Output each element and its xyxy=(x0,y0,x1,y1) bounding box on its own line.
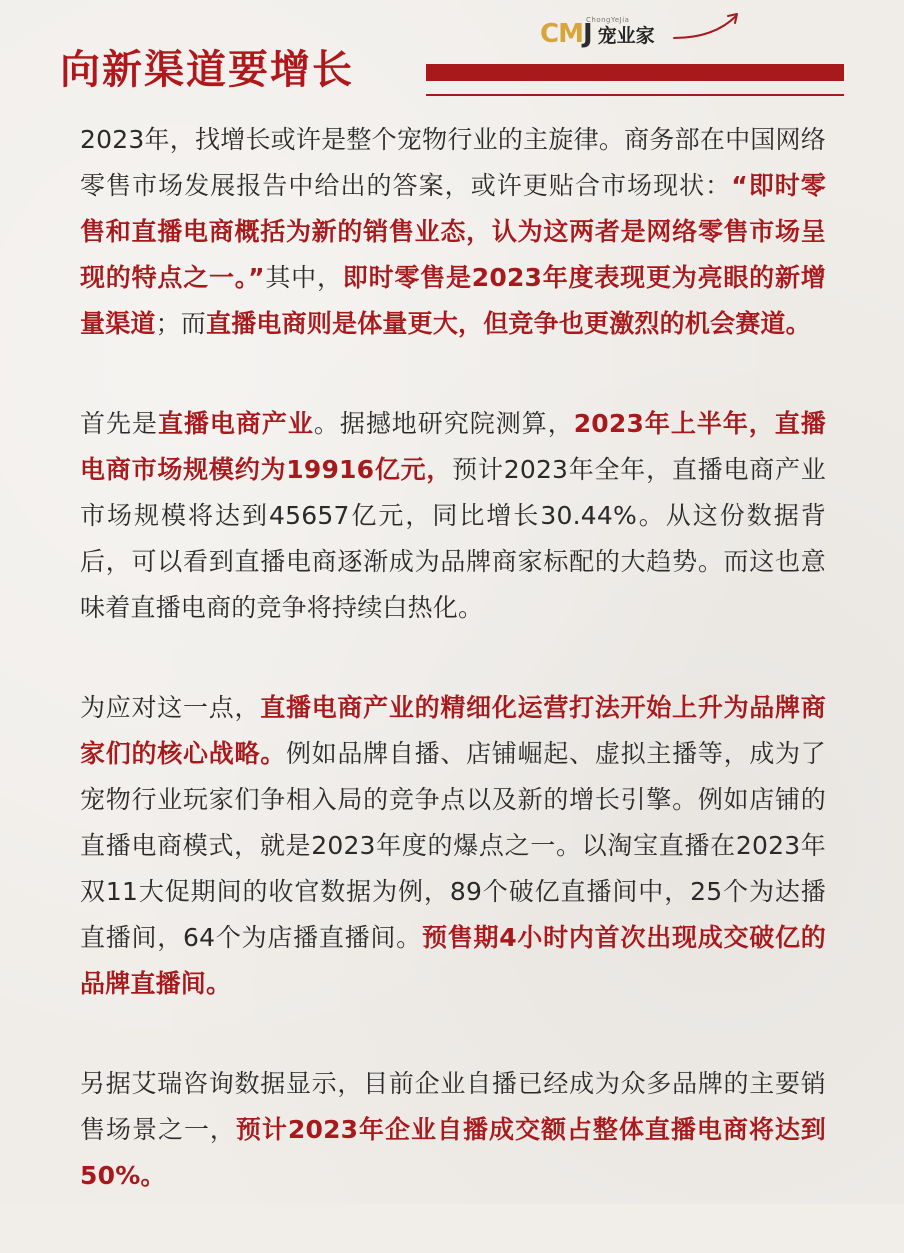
body-text: 预计2023年全年，直播电商产业市场规模将达到45657亿元，同比增长30.44%。从这份数据背后，可以看到直播电商逐渐成为品牌商家标配的大趋势。而这也意味着直播电商的竞争将持续白热化。 xyxy=(80,455,826,622)
highlight-text: 预售期4小时内首次出现成交破亿的品牌直播间。 xyxy=(80,923,826,998)
body-text: ；而 xyxy=(155,309,207,338)
paragraph xyxy=(80,401,826,631)
logo-name: 宠业家 xyxy=(597,24,655,47)
highlight-text: 预计2023年企业自播成交额占整体直播电商将达到50%。 xyxy=(80,1115,827,1190)
highlight-text: 直播电商产业的精细化运营打法开始上升为品牌商家们的核心战略。 xyxy=(80,693,826,768)
paragraph xyxy=(80,117,826,347)
logo-mark: CMJ xyxy=(540,19,592,49)
title-decor-line xyxy=(426,94,844,96)
highlight-text: 2023年上半年，直播电商市场规模约为19916亿元， xyxy=(80,409,826,484)
title-decor-bar xyxy=(426,64,844,81)
body-text: 其中， xyxy=(264,263,343,292)
body-text: 为应对这一点， xyxy=(80,693,261,722)
paragraph xyxy=(80,685,826,1007)
swoosh-arrow-icon xyxy=(672,8,744,42)
paragraph xyxy=(80,1061,826,1199)
body-text: 例如品牌自播、店铺崛起、虚拟主播等，成为了宠物行业玩家们争相入局的竞争点以及新的增长引擎。例如店铺的直播电商模式，就是2023年度的爆点之一。以淘宝直播在2023年双11大促期间的收官数据为例，89个破亿直播间中，25个为达播直播间，64个为店播直播间。 xyxy=(80,739,827,952)
highlight-text: 即时零售是2023年度表现更为亮眼的新增量渠道 xyxy=(80,263,826,338)
page-title: 向新渠道要增长 xyxy=(60,47,354,93)
body-text: 2023年，找增长或许是整个宠物行业的主旋律。商务部在中国网络零售市场发展报告中给出的答案，或许更贴合市场现状： xyxy=(80,125,826,200)
body-text: 。据撼地研究院测算， xyxy=(313,409,574,438)
body-text: 首先是 xyxy=(80,409,158,438)
highlight-text: 直播电商则是体量更大，但竞争也更激烈的机会赛道。 xyxy=(206,309,811,338)
highlight-text: 直播电商产业 xyxy=(157,409,314,438)
highlight-text: “即时零售和直播电商概括为新的销售业态，认为这两者是网络零售市场呈现的特点之一。” xyxy=(80,171,826,292)
body-text: 另据艾瑞咨询数据显示，目前企业自播已经成为众多品牌的主要销售场景之一， xyxy=(80,1069,826,1144)
article-body xyxy=(80,117,826,1253)
logo-subtext: ChongYeJia xyxy=(586,16,630,24)
